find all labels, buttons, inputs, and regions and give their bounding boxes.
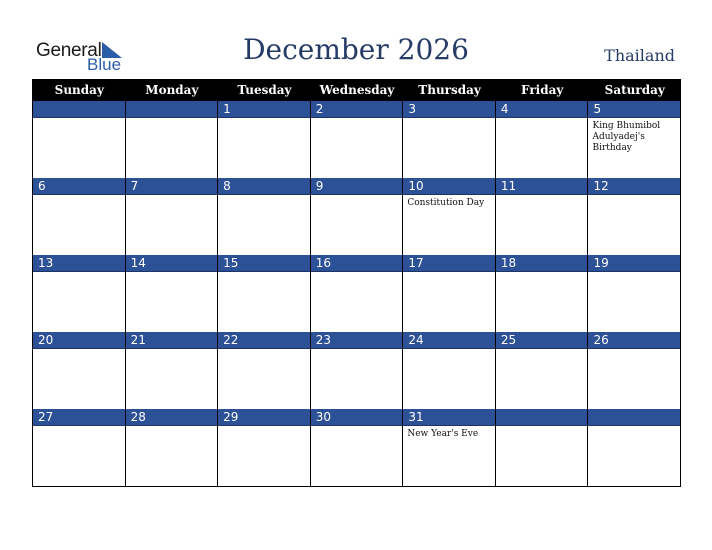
- day-cell: [218, 332, 311, 409]
- weeks-container: [33, 101, 681, 486]
- day-number: 1: [218, 101, 310, 118]
- holiday-label: King Bhumibol Adulyadej's Birthday: [592, 121, 661, 153]
- page-title: December 2026: [243, 33, 469, 66]
- day-cell: [403, 178, 496, 255]
- day-number: 25: [496, 332, 588, 349]
- week-row: [33, 255, 681, 332]
- day-cell: [496, 409, 589, 486]
- day-cell: [126, 178, 219, 255]
- day-cell: [588, 178, 681, 255]
- day-cell: [126, 255, 219, 332]
- day-number: 29: [218, 409, 310, 426]
- day-cell: [496, 101, 589, 178]
- day-number: 6: [33, 178, 125, 195]
- day-cell: [311, 409, 404, 486]
- day-cell: [311, 101, 404, 178]
- day-number: 3: [403, 101, 495, 118]
- day-number: 26: [588, 332, 680, 349]
- day-cell: [588, 101, 681, 178]
- day-cell: [496, 332, 589, 409]
- week-row: [33, 101, 681, 178]
- country-label: Thailand: [604, 46, 675, 65]
- day-number: 12: [588, 178, 680, 195]
- day-cell: [311, 178, 404, 255]
- weekday-friday: Friday: [521, 83, 564, 97]
- weekday-monday: Monday: [145, 83, 199, 97]
- day-cell: [588, 255, 681, 332]
- week-row: [33, 409, 681, 486]
- day-number: 21: [126, 332, 218, 349]
- day-cell: [218, 409, 311, 486]
- holiday-label: New Year's Eve: [407, 429, 479, 439]
- day-number: 10: [403, 178, 495, 195]
- day-number: 22: [218, 332, 310, 349]
- weekday-saturday: Saturday: [604, 83, 665, 97]
- day-cell: [126, 332, 219, 409]
- weekday-wednesday: Wednesday: [319, 83, 395, 97]
- day-cell: [403, 332, 496, 409]
- day-cell: [126, 101, 219, 178]
- calendar-grid: [32, 79, 681, 487]
- day-number: 31: [403, 409, 495, 426]
- day-cell: [218, 178, 311, 255]
- day-cell: [403, 255, 496, 332]
- day-number: [33, 101, 125, 118]
- day-cell: [218, 101, 311, 178]
- day-number: 18: [496, 255, 588, 272]
- day-number: 7: [126, 178, 218, 195]
- day-number: 24: [403, 332, 495, 349]
- logo-text-blue: Blue: [87, 55, 122, 74]
- week-row: [33, 178, 681, 255]
- day-number: 15: [218, 255, 310, 272]
- holiday-label: Constitution Day: [407, 198, 485, 208]
- day-cell: [311, 332, 404, 409]
- day-number: 23: [311, 332, 403, 349]
- day-number: [126, 101, 218, 118]
- day-cell: [126, 409, 219, 486]
- day-cell: [588, 332, 681, 409]
- weekday-header-row: [33, 79, 681, 101]
- day-number: 11: [496, 178, 588, 195]
- day-cell: [33, 255, 126, 332]
- week-row: [33, 332, 681, 409]
- weekday-sunday: Sunday: [54, 83, 104, 97]
- day-number: 8: [218, 178, 310, 195]
- day-cell: [218, 255, 311, 332]
- logo-text-general: General: [36, 40, 102, 61]
- day-number: 14: [126, 255, 218, 272]
- day-number: 13: [33, 255, 125, 272]
- day-number: 9: [311, 178, 403, 195]
- day-number: [496, 409, 588, 426]
- day-cell: [588, 409, 681, 486]
- day-number: 28: [126, 409, 218, 426]
- day-number: 5: [588, 101, 680, 118]
- day-cell: [496, 178, 589, 255]
- day-number: 20: [33, 332, 125, 349]
- day-cell: [33, 332, 126, 409]
- day-number: 27: [33, 409, 125, 426]
- day-number: 4: [496, 101, 588, 118]
- day-number: 19: [588, 255, 680, 272]
- day-cell: [33, 101, 126, 178]
- day-number: 17: [403, 255, 495, 272]
- day-number: 16: [311, 255, 403, 272]
- weekday-tuesday: Tuesday: [237, 83, 292, 97]
- weekday-thursday: Thursday: [418, 83, 481, 97]
- day-cell: [311, 255, 404, 332]
- day-cell: [33, 409, 126, 486]
- day-cell: [403, 409, 496, 486]
- day-cell: [496, 255, 589, 332]
- day-number: [588, 409, 680, 426]
- day-cell: [33, 178, 126, 255]
- day-cell: [403, 101, 496, 178]
- day-number: 2: [311, 101, 403, 118]
- day-number: 30: [311, 409, 403, 426]
